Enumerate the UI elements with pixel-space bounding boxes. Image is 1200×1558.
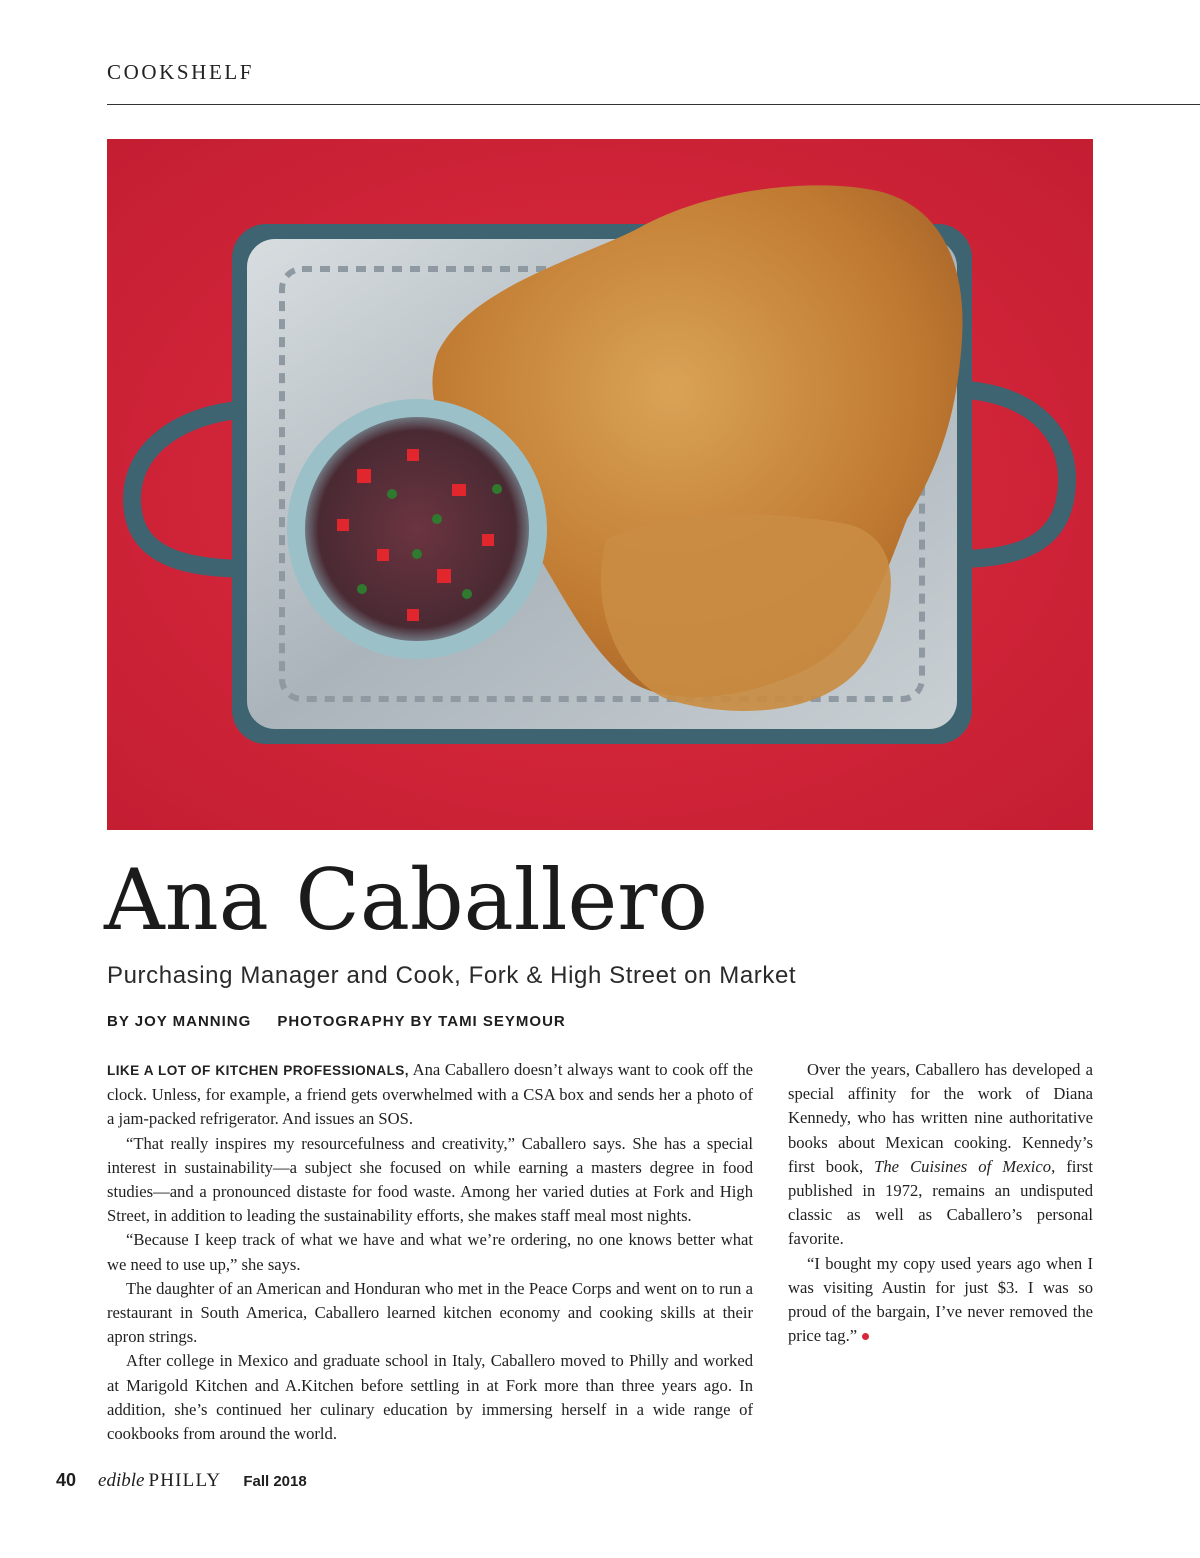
lead-in: LIKE A LOT OF KITCHEN PROFESSIONALS, xyxy=(107,1063,409,1078)
paragraph-7: “I bought my copy used years ago when I was visiting Austin for just $3. I was so proud of the bargain, I’ve never removed the price tag.” xyxy=(788,1253,1093,1346)
section-label: COOKSHELF xyxy=(107,60,255,84)
issue-date: Fall 2018 xyxy=(243,1473,307,1490)
byline: BY JOY MANNING xyxy=(107,1013,252,1030)
page-footer xyxy=(56,1470,307,1492)
end-mark-icon xyxy=(862,1333,869,1340)
magazine-name-city: PHILLY xyxy=(148,1470,222,1491)
book-title: The Cuisines of Mexico xyxy=(874,1156,1052,1176)
body-column-right xyxy=(788,1058,1093,1348)
credits xyxy=(107,1013,566,1030)
paragraph-4: The daughter of an American and Honduran who met in the Peace Corps and went on to run a restaurant in South America, Caballero learned kitchen economy and cooking skills at their apron strings. xyxy=(107,1278,753,1347)
body-column-left xyxy=(107,1058,753,1446)
article-title: Ana Caballero xyxy=(104,851,708,949)
paragraph-2: “That really inspires my resourcefulness and creativity,” Caballero says. She has a special interest in sustainability—a subject she focused on while earning a masters degree in food studies—and a pronounced distaste for food waste. Among her varied duties at Fork and High Street, in addition to leading the sustainability efforts, she makes staff meal most nights. xyxy=(107,1133,753,1226)
paragraph-1: LIKE A LOT OF KITCHEN PROFESSIONALS, Ana Caballero doesn’t always want to cook off the clock. Unless, for example, a friend gets overwhelmed with a CSA box and sends her a photo of a jam-packed refrigerator. And issues an SOS. xyxy=(107,1060,753,1129)
header-rule xyxy=(107,104,1200,105)
paragraph-3: “Because I keep track of what we have and what we’re ordering, no one knows better what we need to use up,” she says. xyxy=(107,1230,753,1274)
page-number: 40 xyxy=(56,1470,77,1490)
paragraph-5: After college in Mexico and graduate school in Italy, Caballero moved to Philly and worked at Marigold Kitchen and A.Kitchen before settling in at Fork more than three years ago. In addition, she’s continued her culinary education by immersing herself in a wide range of cookbooks from around the world. xyxy=(107,1351,753,1444)
paragraph-6: Over the years, Caballero has developed a special affinity for the work of Diana Kennedy, who has written nine authoritative books about Mexican cooking. Kennedy’s first book, The Cuisines of Mexico, first published in 1972, remains an undisputed classic as well as Caballero’s personal favorite. xyxy=(788,1060,1093,1249)
food-photo-icon xyxy=(107,139,1093,830)
magazine-name-prefix: edible xyxy=(98,1470,145,1491)
feature-photo xyxy=(107,139,1093,830)
article-deck: Purchasing Manager and Cook, Fork & High Street on Market xyxy=(107,962,797,989)
photo-credit: PHOTOGRAPHY BY TAMI SEYMOUR xyxy=(277,1013,566,1030)
